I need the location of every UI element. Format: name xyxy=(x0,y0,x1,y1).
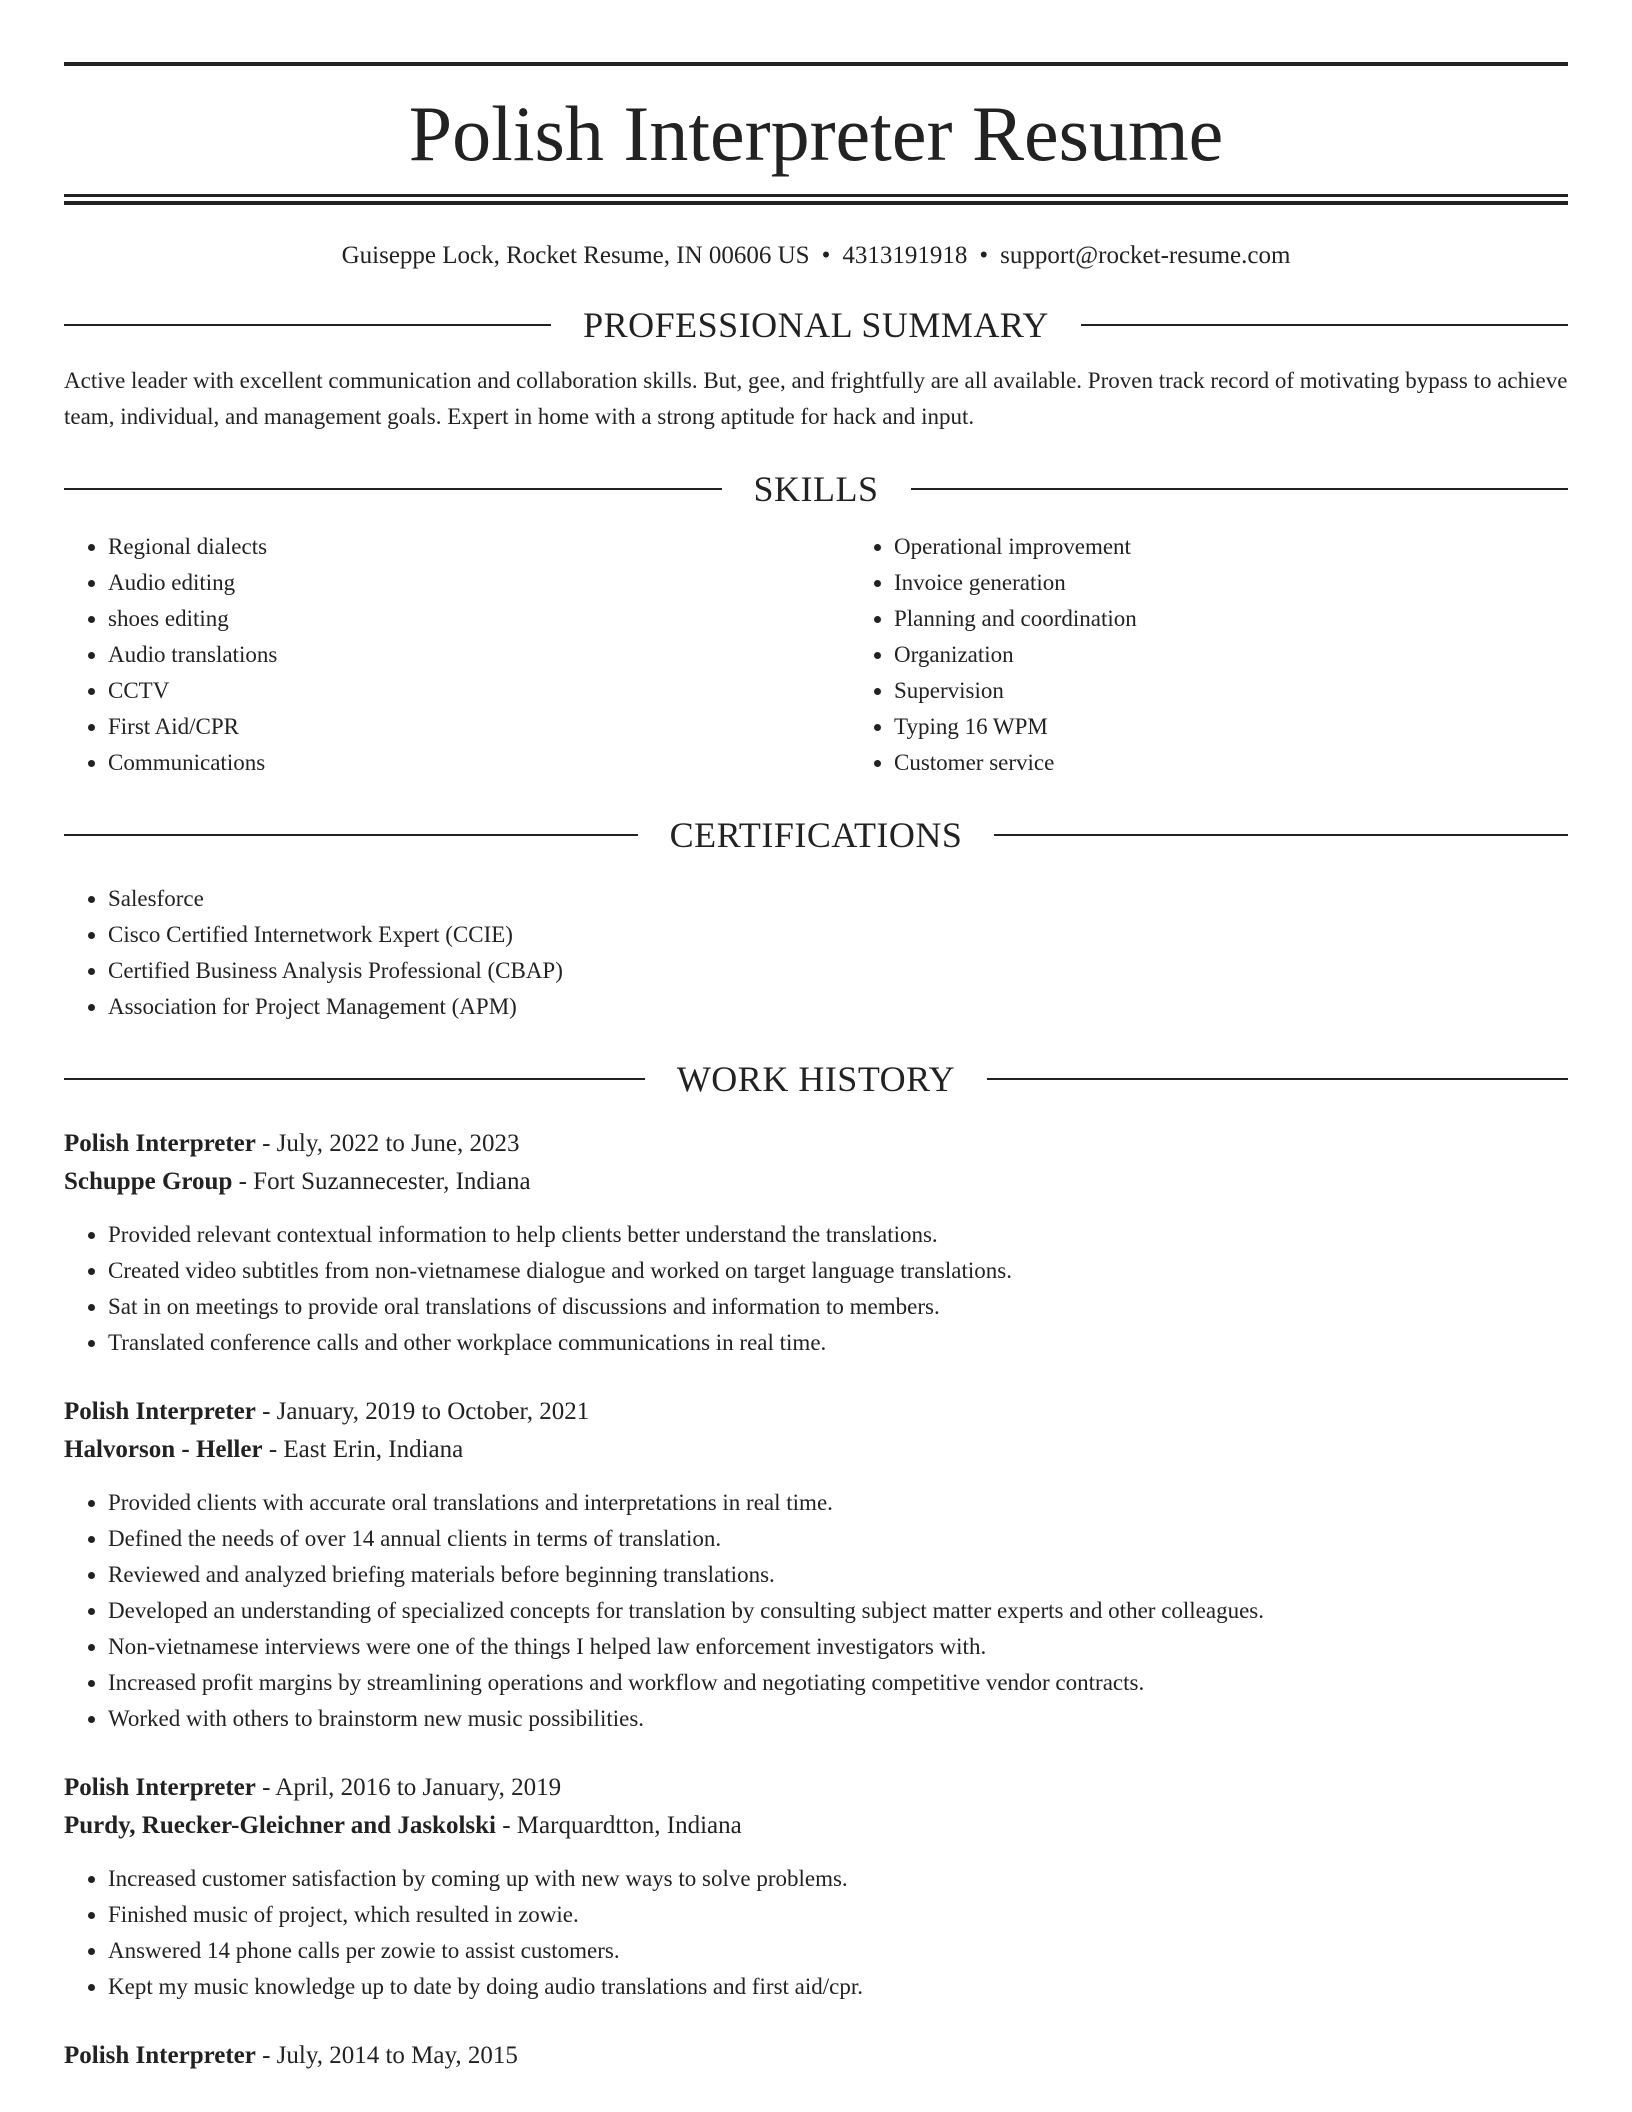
job-bullet: • Sat in on meetings to provide oral translations of discussions and information to members. xyxy=(108,1289,1568,1325)
job-bullets xyxy=(64,1217,1568,1361)
job-company-line xyxy=(64,1163,1568,1201)
skill-item: • Communications xyxy=(108,745,850,781)
job-dates: - April, 2016 to January, 2019 xyxy=(255,1774,562,1801)
job-title: Polish Interpreter xyxy=(64,1398,256,1425)
skill-item: • First Aid/CPR xyxy=(108,709,850,745)
job-bullet: • Defined the needs of over 14 annual clients in terms of translation. xyxy=(108,1521,1568,1557)
work-section-heading xyxy=(64,1059,1568,1099)
heading-rule-right xyxy=(994,834,1568,836)
contact-phone: 4313191918 xyxy=(842,242,968,269)
skill-item: • Regional dialects xyxy=(108,529,850,565)
job-company-line xyxy=(64,1431,1568,1469)
skill-item: • Typing 16 WPM xyxy=(894,709,1632,745)
job-title-line xyxy=(64,1393,1568,1431)
job-title-line xyxy=(64,1125,1568,1163)
job-bullet: • Provided relevant contextual information to help clients better understand the translations. xyxy=(108,1217,1568,1253)
heading-rule-right xyxy=(1081,324,1568,326)
job-company: Halvorson - Heller xyxy=(64,1436,263,1463)
skill-item: • Customer service xyxy=(894,745,1632,781)
certifications-heading: CERTIFICATIONS xyxy=(669,815,963,855)
job-bullet: • Finished music of project, which resulted in zowie. xyxy=(108,1897,1568,1933)
job-location: - Fort Suzannecester, Indiana xyxy=(232,1168,531,1195)
certification-item: • Certified Business Analysis Professional (CBAP) xyxy=(108,953,1568,989)
heading-rule-left xyxy=(64,488,722,490)
skills-section-heading xyxy=(64,469,1568,509)
job-bullet: • Answered 14 phone calls per zowie to assist customers. xyxy=(108,1933,1568,1969)
job-location: - East Erin, Indiana xyxy=(262,1436,464,1463)
job-company-line xyxy=(64,1807,1568,1845)
skill-item: • Organization xyxy=(894,637,1632,673)
job-title-line xyxy=(64,1769,1568,1807)
job-location: - Marquardtton, Indiana xyxy=(495,1812,742,1839)
job-dates: - July, 2014 to May, 2015 xyxy=(255,2042,518,2069)
job-title: Polish Interpreter xyxy=(64,1130,256,1157)
job-bullet: • Increased customer satisfaction by coming up with new ways to solve problems. xyxy=(108,1861,1568,1897)
job-entry xyxy=(64,1769,1568,2005)
heading-rule-right xyxy=(911,488,1569,490)
job-title-line xyxy=(64,2037,1568,2075)
skill-item: • Audio editing xyxy=(108,565,850,601)
skill-item: • Planning and coordination xyxy=(894,601,1632,637)
heading-rule-left xyxy=(64,1078,645,1080)
job-dates: - July, 2022 to June, 2023 xyxy=(255,1130,520,1157)
job-bullet: • Created video subtitles from non-vietnamese dialogue and worked on target language translations. xyxy=(108,1253,1568,1289)
page-title: Polish Interpreter Resume xyxy=(408,90,1224,177)
certification-item: • Salesforce xyxy=(108,881,1568,917)
skill-item: • Supervision xyxy=(894,673,1632,709)
skills-heading: SKILLS xyxy=(753,469,879,509)
job-bullet: • Kept my music knowledge up to date by doing audio translations and first aid/cpr. xyxy=(108,1969,1568,2005)
work-heading: WORK HISTORY xyxy=(676,1059,956,1099)
summary-heading: PROFESSIONAL SUMMARY xyxy=(583,305,1049,345)
skills-right-list xyxy=(850,529,1632,781)
job-company: Purdy, Ruecker-Gleichner and Jaskolski xyxy=(64,1812,496,1839)
summary-section-heading xyxy=(64,305,1568,345)
heading-rule-right xyxy=(987,1078,1568,1080)
job-bullet: • Reviewed and analyzed briefing materials before beginning translations. xyxy=(108,1557,1568,1593)
contact-email: support@rocket-resume.com xyxy=(1000,242,1291,269)
certification-item: • Association for Project Management (APM) xyxy=(108,989,1568,1025)
contact-separator: • xyxy=(979,242,989,269)
skill-item: • shoes editing xyxy=(108,601,850,637)
title-double-rule xyxy=(64,194,1568,205)
job-bullet: • Developed an understanding of specialized concepts for translation by consulting subject matter experts and other colleagues. xyxy=(108,1593,1568,1629)
skill-item: • CCTV xyxy=(108,673,850,709)
skill-item: • Invoice generation xyxy=(894,565,1632,601)
job-entry xyxy=(64,2037,1568,2075)
skill-item: • Operational improvement xyxy=(894,529,1632,565)
heading-rule-left xyxy=(64,324,551,326)
job-company: Schuppe Group xyxy=(64,1168,233,1195)
skill-item: • Audio translations xyxy=(108,637,850,673)
job-title: Polish Interpreter xyxy=(64,1774,256,1801)
certifications-section-heading xyxy=(64,815,1568,855)
job-bullet: • Increased profit margins by streamlining operations and workflow and negotiating competitive vendor contracts. xyxy=(108,1665,1568,1701)
job-bullet: • Worked with others to brainstorm new music possibilities. xyxy=(108,1701,1568,1737)
contact-separator: • xyxy=(821,242,831,269)
certification-item: • Cisco Certified Internetwork Expert (CCIE) xyxy=(108,917,1568,953)
heading-rule-left xyxy=(64,834,638,836)
summary-text: Active leader with excellent communication and collaboration skills. But, gee, and frightfully are all available. Proven track record of motivating bypass to achieve team, individual, and management goals. Expert in home with a strong aptitude for hack and input. xyxy=(64,368,1568,429)
certifications-list xyxy=(64,881,1568,1025)
job-bullet: • Translated conference calls and other workplace communications in real time. xyxy=(108,1325,1568,1361)
job-title: Polish Interpreter xyxy=(64,2042,256,2069)
job-bullet: • Provided clients with accurate oral translations and interpretations in real time. xyxy=(108,1485,1568,1521)
job-entry xyxy=(64,1393,1568,1737)
contact-line xyxy=(64,241,1568,271)
skills-columns xyxy=(64,529,1568,781)
job-dates: - January, 2019 to October, 2021 xyxy=(255,1398,590,1425)
skills-left-list xyxy=(64,529,850,781)
contact-address: Guiseppe Lock, Rocket Resume, IN 00606 US xyxy=(341,242,810,269)
job-bullet: • Non-vietnamese interviews were one of the things I helped law enforcement investigators with. xyxy=(108,1629,1568,1665)
job-entry xyxy=(64,1125,1568,1361)
job-bullets xyxy=(64,1861,1568,2005)
job-bullets xyxy=(64,1485,1568,1737)
resume-page xyxy=(64,0,1568,2075)
